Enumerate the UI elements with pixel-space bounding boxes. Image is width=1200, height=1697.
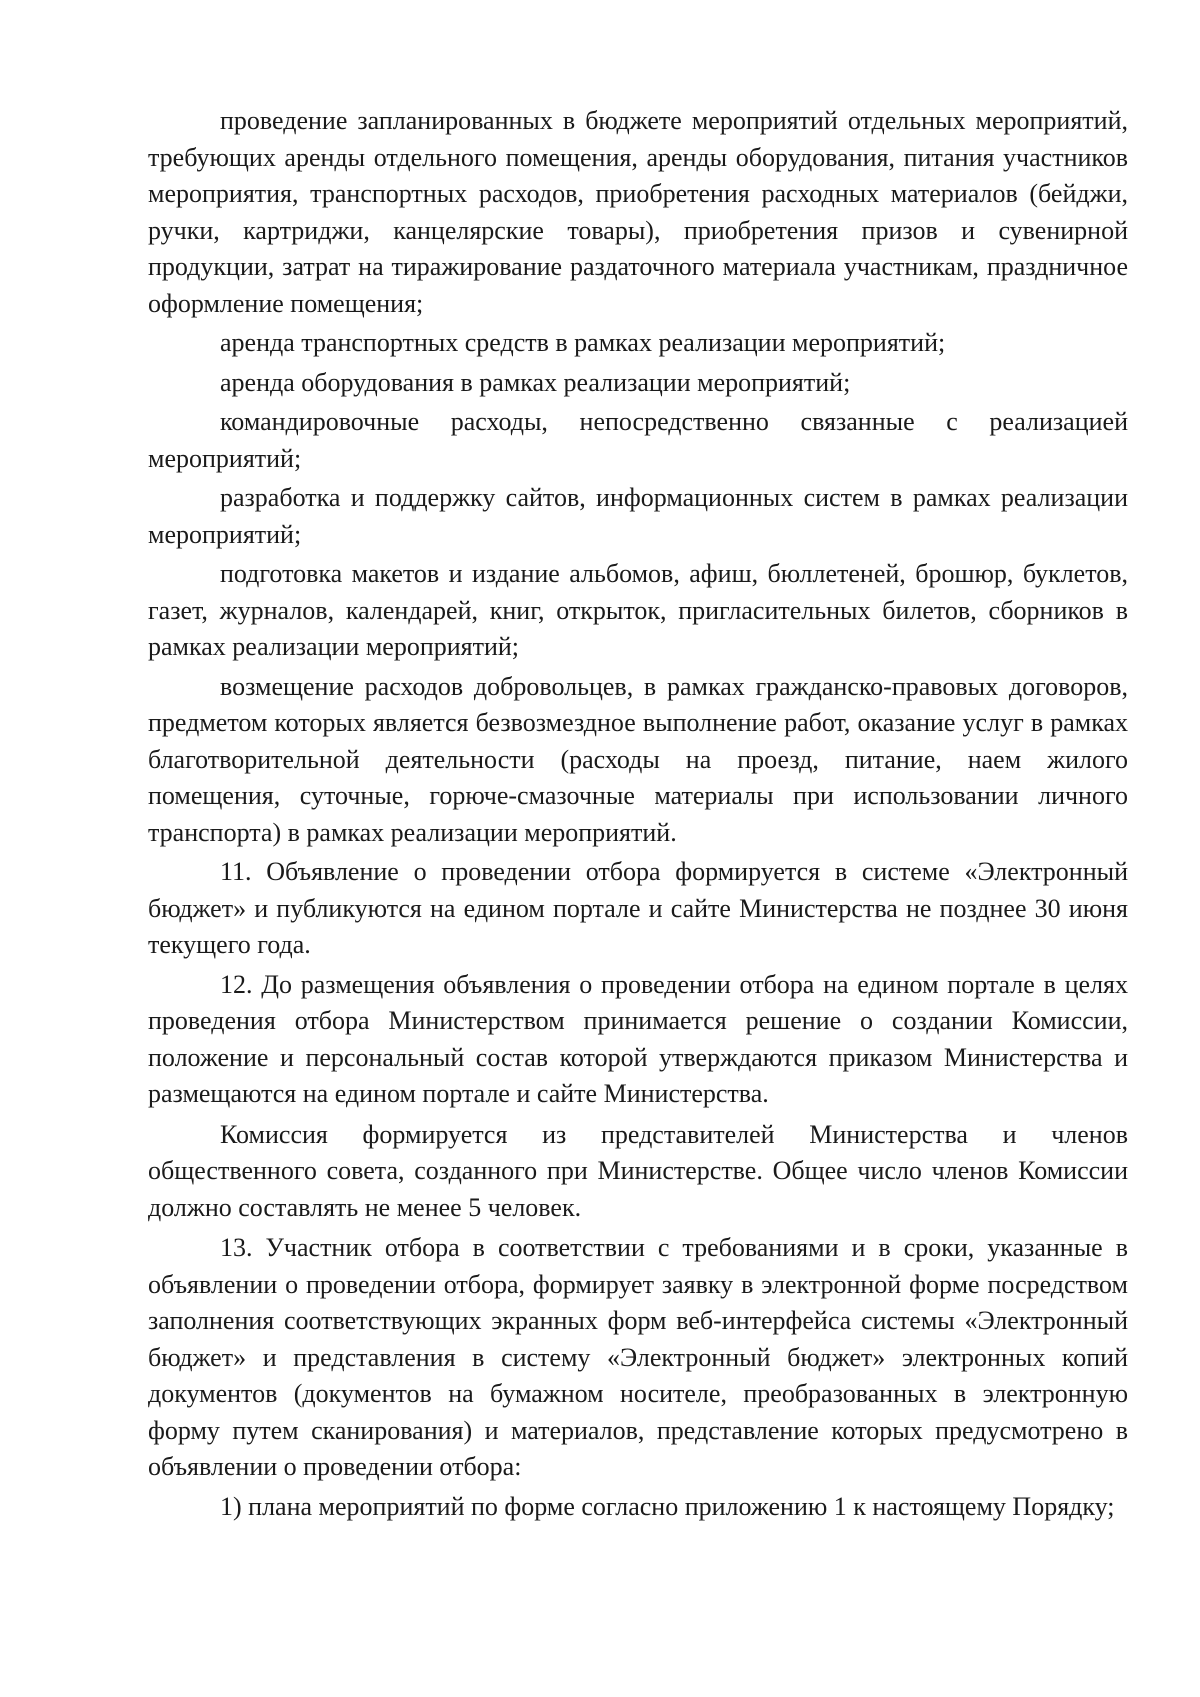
paragraph-item-12: 12. До размещения объявления о проведении отбора на едином портале в целях проведения отбора Министерством принимается решение о создании Комиссии, положение и персональный состав которой утверждаются приказом Министерства и размещаются на едином портале и сайте Министерства. [148,969,1128,1108]
document-body [148,103,1128,1525]
paragraph-print-materials: подготовка макетов и издание альбомов, афиш, бюллетеней, брошюр, буклетов, газет, журналов, календарей, книг, открыток, пригласительных билетов, сборников в рамках реализации мероприятий; [148,559,1128,661]
paragraph-item-13-1: 1) плана мероприятий по форме согласно приложению 1 к настоящему Порядку; [220,1491,1115,1521]
paragraph-website-development: разработка и поддержку сайтов, информационных систем в рамках реализации мероприятий; [148,483,1128,549]
paragraph-volunteer-reimbursement: возмещение расходов добровольцев, в рамках гражданско-правовых договоров, предметом которых является безвозмездное выполнение работ, оказание услуг в рамках благотворительной деятельности (расходы на проезд, питание, наем жилого помещения, суточные, горюче-смазочные материалы при использовании личного транспорта) в рамках реализации мероприятий. [148,671,1128,847]
paragraph-item-13: 13. Участник отбора в соответствии с требованиями и в сроки, указанные в объявлении о проведении отбора, формирует заявку в электронной форме посредством заполнения соответствующих экранных форм веб-интерфейса системы «Электронный бюджет» и представления в систему «Электронный бюджет» электронных копий документов (документов на бумажном носителе, преобразованных в электронную форму путем сканирования) и материалов, представление которых предусмотрено в объявлении о проведении отбора: [148,1233,1128,1481]
paragraph-event-expenses: проведение запланированных в бюджете мероприятий отдельных мероприятий, требующих аренды отдельного помещения, аренды оборудования, питания участников мероприятия, транспортных расходов, приобретения расходных материалов (бейджи, ручки, картриджи, канцелярские товары), приобретения призов и сувенирной продукции, затрат на тиражирование раздаточного материала участникам, праздничное оформление помещения; [148,106,1128,318]
paragraph-vehicle-rental: аренда транспортных средств в рамках реализации мероприятий; [220,328,946,357]
paragraph-item-11: 11. Объявление о проведении отбора формируется в системе «Электронный бюджет» и публикуются на едином портале и сайте Министерства не позднее 30 июня текущего года. [148,857,1128,959]
paragraph-equipment-rental: аренда оборудования в рамках реализации мероприятий; [220,367,851,397]
paragraph-commission-composition: Комиссия формируется из представителей Министерства и членов общественного совета, созданного при Министерстве. Общее число членов Комиссии должно составлять не менее 5 человек. [148,1119,1128,1222]
paragraph-travel-expenses: командировочные расходы, непосредственно связанные с реализацией мероприятий; [148,407,1128,473]
